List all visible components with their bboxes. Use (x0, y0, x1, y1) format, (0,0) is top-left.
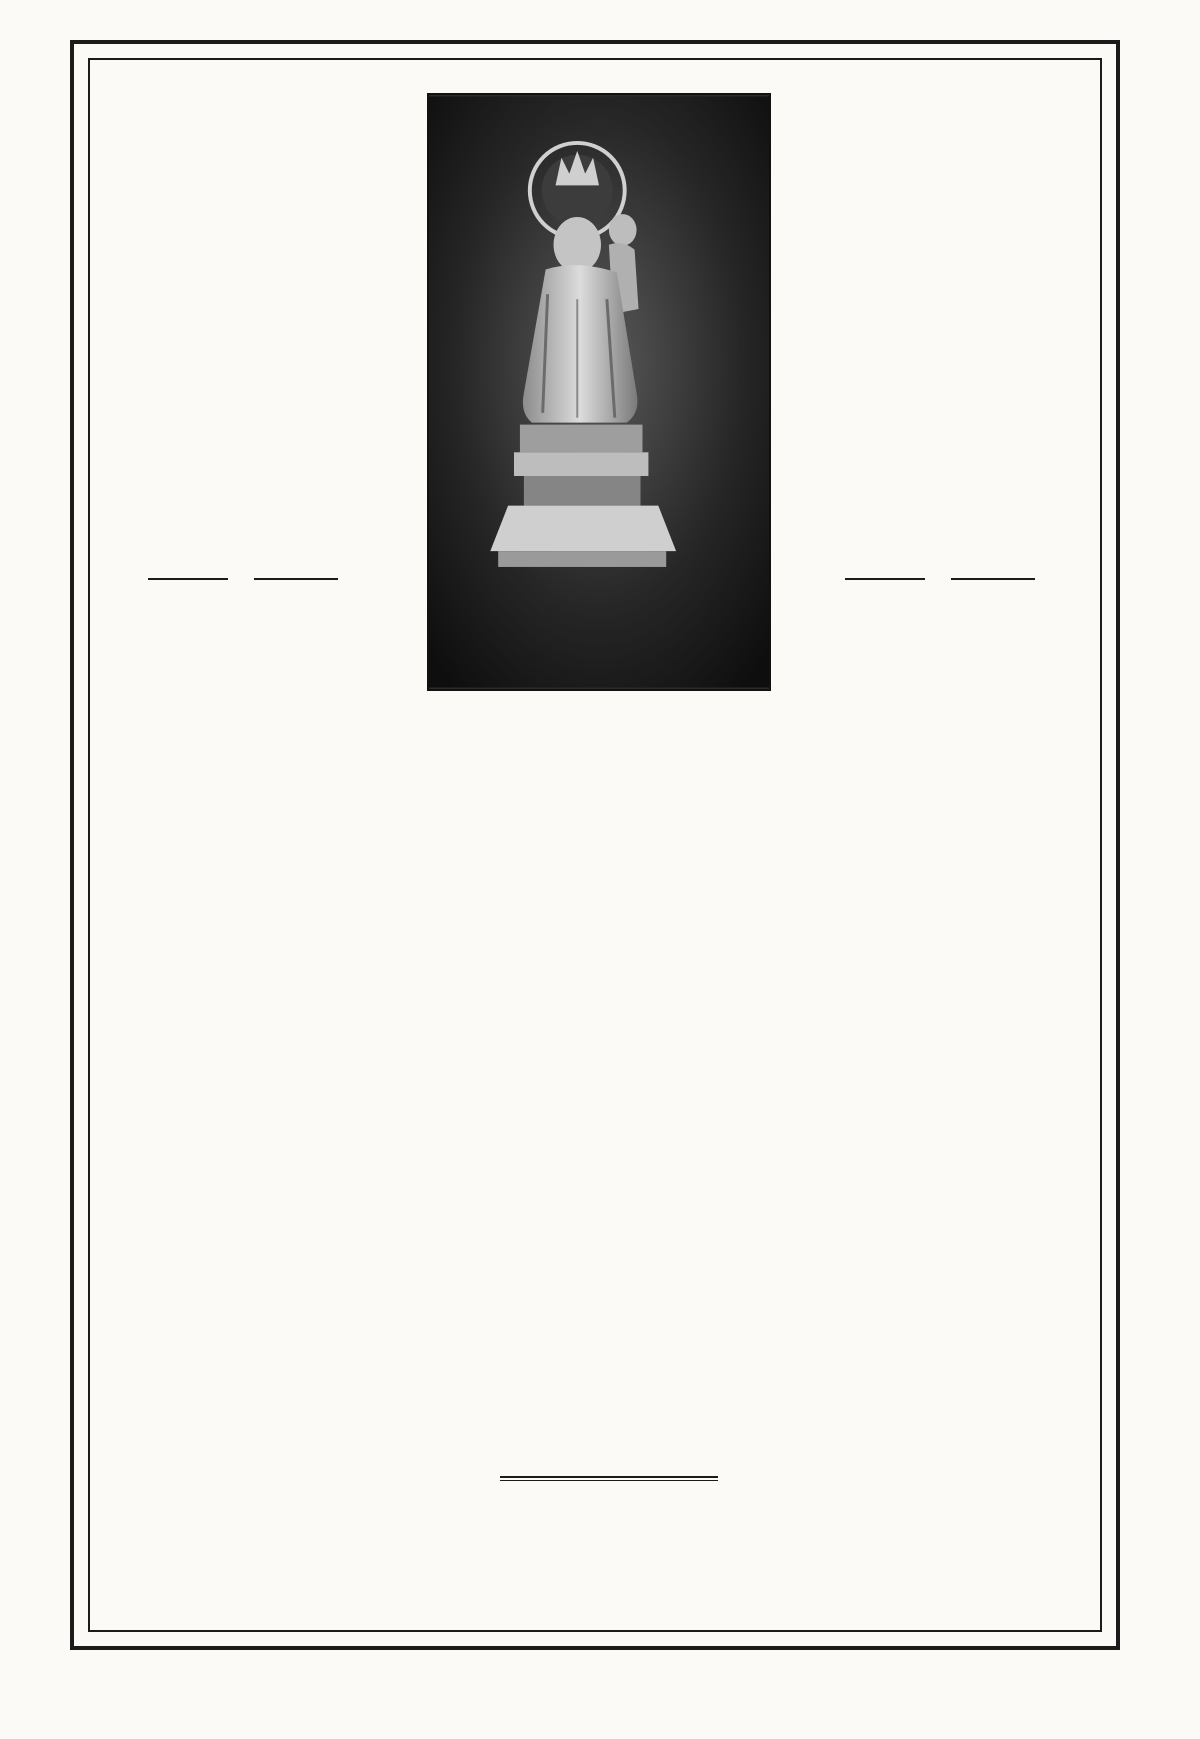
virgin-statue-photo (427, 93, 771, 691)
star-divider-right (845, 566, 1035, 590)
prayer-title-underline (500, 1480, 718, 1481)
center-floral-column (540, 708, 660, 1363)
star-divider-left (148, 566, 338, 590)
right-verse-column (742, 712, 1172, 734)
prayer-title-underline (500, 1476, 718, 1478)
statue-illustration (429, 95, 769, 689)
left-verse-column (170, 712, 600, 734)
